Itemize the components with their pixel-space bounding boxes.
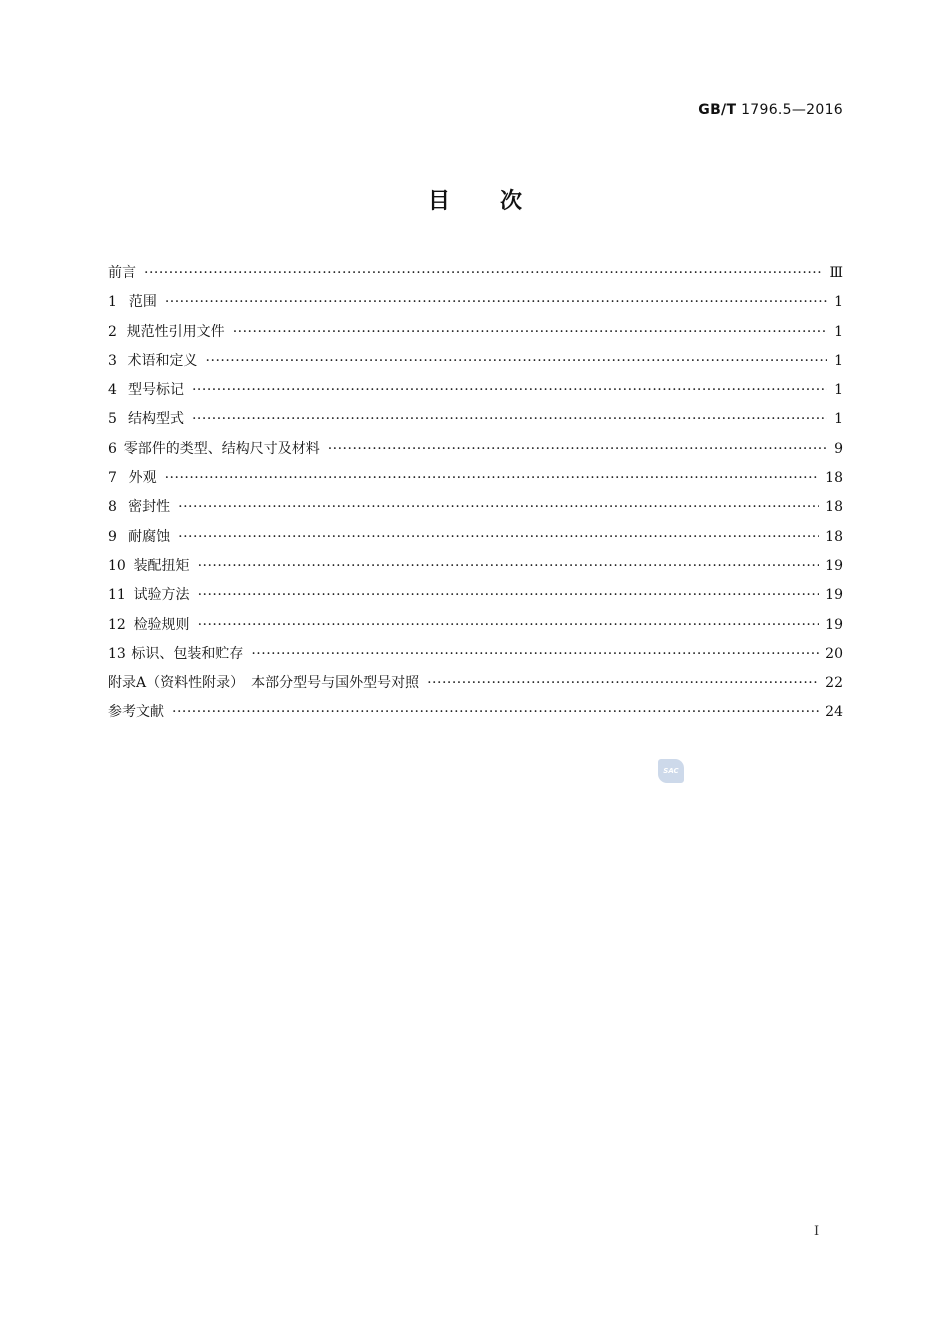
toc-label: 标识、包装和贮存 (131, 645, 244, 662)
toc-entry-references[interactable] (108, 701, 843, 730)
toc-leader (192, 382, 827, 398)
toc-page: 1 (834, 323, 843, 340)
toc-entry-12[interactable] (108, 614, 843, 643)
toc-entry-10[interactable] (108, 555, 843, 584)
toc-leader (172, 704, 819, 720)
toc-leader (206, 353, 827, 369)
toc-title (0, 184, 950, 215)
toc-leader (328, 441, 827, 457)
toc-page: 18 (825, 499, 843, 516)
toc-page: 1 (834, 411, 843, 428)
toc-entry-2[interactable] (108, 321, 843, 350)
toc-entry-3[interactable] (108, 350, 843, 379)
toc-number: 13 (108, 645, 126, 662)
toc-entry-1[interactable] (108, 291, 843, 320)
toc-number: 7 (108, 470, 117, 487)
toc-page: 24 (825, 704, 843, 721)
toc-entry-9[interactable] (108, 526, 843, 555)
toc-leader (178, 499, 819, 515)
toc-leader (198, 617, 820, 633)
toc-leader (144, 265, 823, 281)
toc-leader (233, 324, 827, 340)
toc-entry-8[interactable] (108, 496, 843, 525)
standard-number: 1796.5—2016 (741, 102, 843, 118)
toc-title-char-2: 次 (500, 189, 523, 214)
toc-page: Ⅲ (829, 265, 843, 281)
toc-number: 12 (108, 616, 126, 633)
toc-page: 1 (834, 382, 843, 399)
table-of-contents (108, 262, 843, 731)
toc-leader (192, 411, 827, 427)
toc-page: 19 (825, 616, 843, 633)
toc-leader (251, 646, 819, 662)
toc-number: 11 (108, 587, 126, 604)
toc-page: 22 (825, 675, 843, 692)
toc-page: 18 (825, 528, 843, 545)
page-number: I (814, 1224, 820, 1239)
toc-entry-5[interactable] (108, 408, 843, 437)
toc-label: 规范性引用文件 (126, 323, 225, 340)
toc-number: 2 (108, 323, 117, 340)
toc-number: 4 (108, 382, 117, 399)
toc-label: 装配扭矩 (133, 557, 190, 574)
toc-label: 型号标记 (127, 382, 184, 399)
toc-leader (198, 587, 820, 603)
toc-entry-4[interactable] (108, 379, 843, 408)
toc-label: 耐腐蚀 (128, 528, 171, 545)
toc-entry-6[interactable] (108, 438, 843, 467)
toc-number: 3 (108, 352, 117, 369)
toc-label: 前言 (108, 265, 136, 281)
toc-leader (165, 294, 827, 310)
toc-leader (198, 558, 820, 574)
toc-leader (165, 470, 820, 486)
toc-label: 密封性 (128, 499, 171, 516)
standard-prefix: GB/T (698, 102, 737, 118)
standard-code (698, 102, 843, 118)
toc-page: 1 (834, 352, 843, 369)
toc-page: 18 (825, 470, 843, 487)
toc-number: 10 (108, 557, 126, 574)
toc-entry-appendix-a[interactable] (108, 672, 843, 701)
toc-label: 外观 (128, 470, 157, 487)
toc-title-char-1: 目 (427, 189, 450, 214)
toc-number: 1 (108, 294, 117, 311)
toc-label: 检验规则 (133, 616, 190, 633)
sac-logo-icon: SAC (658, 759, 684, 783)
toc-label: 参考文献 (108, 704, 164, 721)
toc-number: 9 (108, 528, 117, 545)
toc-label: 附录A（资料性附录） 本部分型号与国外型号对照 (108, 675, 420, 692)
toc-label: 术语和定义 (127, 352, 198, 369)
toc-page: 20 (825, 645, 843, 662)
toc-leader (427, 675, 819, 691)
toc-page: 9 (834, 440, 843, 457)
toc-page: 19 (825, 557, 843, 574)
toc-label: 范围 (128, 294, 157, 311)
toc-label: 结构型式 (127, 411, 184, 428)
toc-leader (178, 529, 819, 545)
toc-number: 6 (108, 440, 117, 457)
toc-entry-11[interactable] (108, 584, 843, 613)
toc-entry-13[interactable] (108, 643, 843, 672)
toc-page: 1 (834, 294, 843, 311)
toc-label: 零部件的类型、结构尺寸及材料 (123, 440, 320, 457)
toc-label: 试验方法 (133, 587, 190, 604)
toc-entry-7[interactable] (108, 467, 843, 496)
toc-number: 8 (108, 499, 117, 516)
toc-page: 19 (825, 587, 843, 604)
toc-number: 5 (108, 411, 117, 428)
toc-entry-preface[interactable] (108, 262, 843, 291)
